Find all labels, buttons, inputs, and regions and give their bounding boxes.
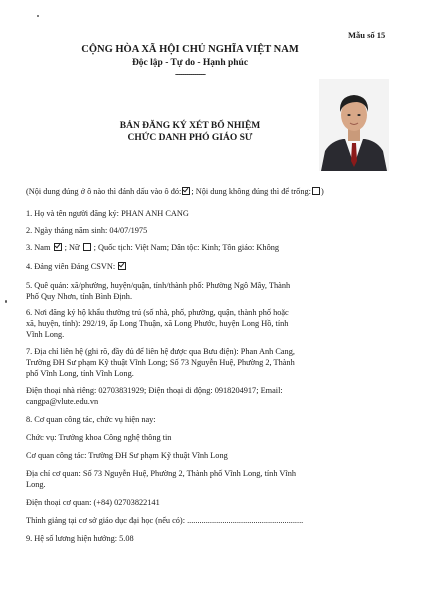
field-full-name: 1. Họ và tên người đăng ký: PHAN ANH CANG (26, 209, 189, 218)
contact-line2: Trường ĐH Sư phạm Kỹ thuật Vĩnh Long; Số 73 Nguyễn Huệ, Phường 2, Thành (26, 358, 295, 368)
document-title-line2: CHỨC DANH PHÓ GIÁO SƯ (127, 133, 253, 143)
field-gender-nationality (26, 242, 398, 253)
contact-line1: 7. Địa chỉ liên hệ (ghi rõ, đầy đủ để liên hệ được qua Bưu điện): Phan Anh Cang, (26, 347, 295, 356)
field-agency-phone: Điện thoại cơ quan: (+84) 02703822141 (26, 498, 160, 507)
form-number: Mẫu số 15 (348, 30, 386, 40)
field-workplace-heading: 8. Cơ quan công tác, chức vụ hiện nay: (26, 415, 156, 424)
agency-address-line1: Địa chỉ cơ quan: Số 73 Nguyễn Huệ, Phường 2, Thành phố Vĩnh Long, tỉnh Vĩnh (26, 469, 296, 478)
field-birth-date: 2. Ngày tháng năm sinh: 04/07/1975 (26, 226, 148, 235)
field-hometown (26, 280, 398, 302)
national-motto: Độc lập - Tự do - Hạnh phúc (131, 58, 249, 68)
sample-checked-box (182, 187, 190, 195)
scan-speck (37, 15, 39, 17)
document-title-line1: BẢN ĐĂNG KÝ XÉT BỔ NHIỆM (119, 121, 261, 131)
applicant-photo (319, 79, 389, 171)
party-member-label: 4. Đảng viên Đảng CSVN: (26, 262, 116, 271)
phone-line2: cangpa@vlute.edu.vn (26, 397, 99, 407)
instruction-text-c: ) (320, 187, 324, 196)
field-position: Chức vụ: Trưởng khoa Công nghệ thông tin (26, 433, 172, 442)
field-permanent-residence (26, 307, 398, 341)
nationality-ethnicity-religion: ; Quốc tịch: Việt Nam; Dân tộc: Kinh; Tôn giáo: Không (93, 243, 280, 252)
field-agency-address (26, 468, 398, 490)
header-separator: --------------- (175, 69, 205, 79)
hometown-line1: 5. Quê quán: xã/phường, huyện/quận, tỉnh/thành phố: Phường Ngô Mây, Thành (26, 281, 291, 290)
contact-line3: phố Vĩnh Long, tỉnh Vĩnh Long. (26, 369, 134, 379)
instruction-text-b: ; Nội dung không đúng thì để trống: (191, 187, 311, 196)
phone-line1: Điện thoại nhà riêng: 02703831929; Điện thoại di động: 0918204917; Email: (26, 386, 283, 395)
gender-male-checkbox[interactable] (54, 243, 62, 251)
instruction-note (26, 186, 398, 197)
sample-empty-box (312, 187, 320, 195)
field-party-member (26, 261, 398, 272)
residence-line3: Vĩnh Long. (26, 330, 65, 340)
field-phone-email (26, 385, 398, 407)
party-member-checkbox[interactable] (118, 262, 126, 270)
field-contact-address (26, 346, 398, 380)
field-agency: Cơ quan công tác: Trường ĐH Sư phạm Kỹ thuật Vĩnh Long (26, 451, 228, 460)
country-name: CỘNG HÒA XÃ HỘI CHỦ NGHĨA VIỆT NAM (81, 44, 299, 55)
instruction-text-a: (Nội dung đúng ở ô nào thì đánh dấu vào ô đó: (26, 187, 182, 196)
agency-address-line2: Long. (26, 480, 46, 490)
field-salary-coefficient: 9. Hệ số lương hiện hưởng: 5.08 (26, 534, 134, 543)
gender-female-label: ; Nữ (64, 243, 80, 252)
gender-male-label: 3. Nam (26, 243, 51, 252)
field-visiting-lecturer: Thỉnh giảng tại cơ sở giáo dục đại học (nếu có): ........................................................ (26, 516, 304, 525)
residence-line1: 6. Nơi đăng ký hộ khẩu thường trú (số nhà, phố, phường, quận, thành phố hoặc (26, 308, 289, 317)
scan-speck (5, 300, 7, 303)
residence-line2: xã, huyện, tỉnh): 292/19, ấp Long Thuận, xã Long Phước, huyện Long Hồ, tỉnh (26, 319, 289, 329)
portrait-image (319, 79, 389, 171)
hometown-line2: Phố Quy Nhơn, tỉnh Bình Định. (26, 292, 133, 302)
gender-female-checkbox[interactable] (83, 243, 91, 251)
